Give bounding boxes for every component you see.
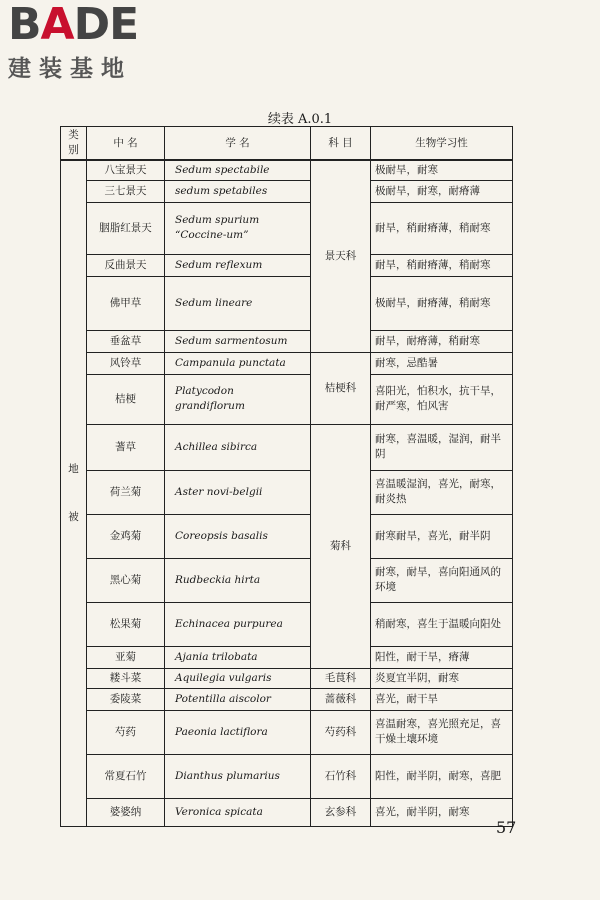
- scientific-name: Dianthus plumarius: [165, 754, 311, 798]
- common-name: 委陵菜: [87, 688, 165, 710]
- page-number: 57: [496, 818, 517, 837]
- scientific-name: Achillea sibirca: [165, 424, 311, 470]
- table-row: [61, 558, 513, 602]
- habit: 耐寒，喜温暖，湿润，耐半阴: [371, 424, 513, 470]
- category-char: 被: [68, 511, 79, 524]
- family-cell: 石竹科: [311, 754, 371, 798]
- scientific-name: sedum spetabiles: [165, 180, 311, 202]
- scientific-name: Sedum spurium “Coccine-um”: [165, 202, 311, 254]
- scientific-name: Sedum lineare: [165, 276, 311, 330]
- table-row: [61, 646, 513, 668]
- family-cell: 芍药科: [311, 710, 371, 754]
- scientific-name: Platycodon grandiflorum: [165, 374, 311, 424]
- habit: 喜温耐寒，喜光照充足，喜干燥土壤环境: [371, 710, 513, 754]
- common-name: 常夏石竹: [87, 754, 165, 798]
- table-caption: 续表 A.0.1: [267, 112, 333, 127]
- table-row: [61, 688, 513, 710]
- common-name: 婆婆纳: [87, 798, 165, 826]
- logo-subtitle: 建装基地: [8, 56, 132, 82]
- habit: 极耐旱，耐瘠薄，稍耐寒: [371, 276, 513, 330]
- scientific-name: Campanula punctata: [165, 352, 311, 374]
- common-name: 垂盆草: [87, 330, 165, 352]
- logo-letter-a: A: [40, 0, 74, 50]
- common-name: 佛甲草: [87, 276, 165, 330]
- scientific-name: Aster novi-belgii: [165, 470, 311, 514]
- common-name: 荷兰菊: [87, 470, 165, 514]
- family-cell: 毛茛科: [311, 668, 371, 688]
- scientific-name: Potentilla aiscolor: [165, 688, 311, 710]
- habit: 喜温暖湿润，喜光，耐寒，耐炎热: [371, 470, 513, 514]
- common-name: 蓍草: [87, 424, 165, 470]
- logo-letter-b: B: [8, 0, 41, 50]
- family-cell: 景天科: [311, 160, 371, 352]
- table-row: [61, 668, 513, 688]
- habit: 耐寒耐旱，喜光，耐半阴: [371, 514, 513, 558]
- family-cell: 桔梗科: [311, 352, 371, 424]
- table-row: [61, 160, 513, 180]
- table-row: [61, 374, 513, 424]
- habit: 耐旱，耐瘠薄，稍耐寒: [371, 330, 513, 352]
- table-row: [61, 602, 513, 646]
- common-name: 耧斗菜: [87, 668, 165, 688]
- family-cell: 玄参科: [311, 798, 371, 826]
- habit: 极耐旱，耐寒，耐瘠薄: [371, 180, 513, 202]
- category-cell: [61, 160, 87, 826]
- table-row: [61, 514, 513, 558]
- common-name: 反曲景天: [87, 254, 165, 276]
- family-cell: 蔷薇科: [311, 688, 371, 710]
- habit: 稍耐寒，喜生于温暖向阳处: [371, 602, 513, 646]
- habit: 炎夏宜半阴，耐寒: [371, 668, 513, 688]
- common-name: 八宝景天: [87, 160, 165, 180]
- common-name: 金鸡菊: [87, 514, 165, 558]
- common-name: 黑心菊: [87, 558, 165, 602]
- scientific-name: Sedum sarmentosum: [165, 330, 311, 352]
- header-family: 科 目: [311, 127, 371, 161]
- habit: 耐寒，忌酷暑: [371, 352, 513, 374]
- table-row: [61, 254, 513, 276]
- common-name: 桔梗: [87, 374, 165, 424]
- habit: 耐寒，耐旱，喜向阳通风的环境: [371, 558, 513, 602]
- header-habit: 生物学习性: [371, 127, 513, 161]
- header-row: [61, 127, 513, 161]
- header-common-name: 中 名: [87, 127, 165, 161]
- common-name: 风铃草: [87, 352, 165, 374]
- common-name: 芍药: [87, 710, 165, 754]
- table-row: [61, 276, 513, 330]
- habit: 喜光，耐干旱: [371, 688, 513, 710]
- scientific-name: Paeonia lactiflora: [165, 710, 311, 754]
- habit: 喜阳光，怕积水，抗干旱，耐严寒，怕风害: [371, 374, 513, 424]
- table-row: [61, 352, 513, 374]
- habit: 耐旱，稍耐瘠薄，稍耐寒: [371, 202, 513, 254]
- family-cell: 菊科: [311, 424, 371, 668]
- logo-letters-de: DE: [73, 0, 139, 50]
- scientific-name: Sedum reflexum: [165, 254, 311, 276]
- common-name: 三七景天: [87, 180, 165, 202]
- plant-table: [60, 126, 513, 827]
- common-name: 胭脂红景天: [87, 202, 165, 254]
- table-row: [61, 470, 513, 514]
- category-char: 地: [68, 463, 79, 476]
- table-row: [61, 424, 513, 470]
- scientific-name: Echinacea purpurea: [165, 602, 311, 646]
- habit: 阳性，耐半阴，耐寒，喜肥: [371, 754, 513, 798]
- common-name: 松果菊: [87, 602, 165, 646]
- header-category: 类别: [61, 127, 87, 161]
- logo-wordmark: [8, 2, 178, 48]
- scientific-name: Sedum spectabile: [165, 160, 311, 180]
- table-row: [61, 202, 513, 254]
- scientific-name: Coreopsis basalis: [165, 514, 311, 558]
- scientific-name: Ajania trilobata: [165, 646, 311, 668]
- table-row: [61, 798, 513, 826]
- brand-logo: [8, 2, 178, 83]
- habit: 喜光，耐半阴，耐寒: [371, 798, 513, 826]
- habit: 耐旱，稍耐瘠薄，稍耐寒: [371, 254, 513, 276]
- scientific-name: Veronica spicata: [165, 798, 311, 826]
- habit: 极耐旱，耐寒: [371, 160, 513, 180]
- table-row: [61, 330, 513, 352]
- common-name: 亚菊: [87, 646, 165, 668]
- table-row: [61, 754, 513, 798]
- table-row: [61, 180, 513, 202]
- table-row: [61, 710, 513, 754]
- header-scientific-name: 学 名: [165, 127, 311, 161]
- scientific-name: Rudbeckia hirta: [165, 558, 311, 602]
- habit: 阳性，耐干旱，瘠薄: [371, 646, 513, 668]
- scientific-name: Aquilegia vulgaris: [165, 668, 311, 688]
